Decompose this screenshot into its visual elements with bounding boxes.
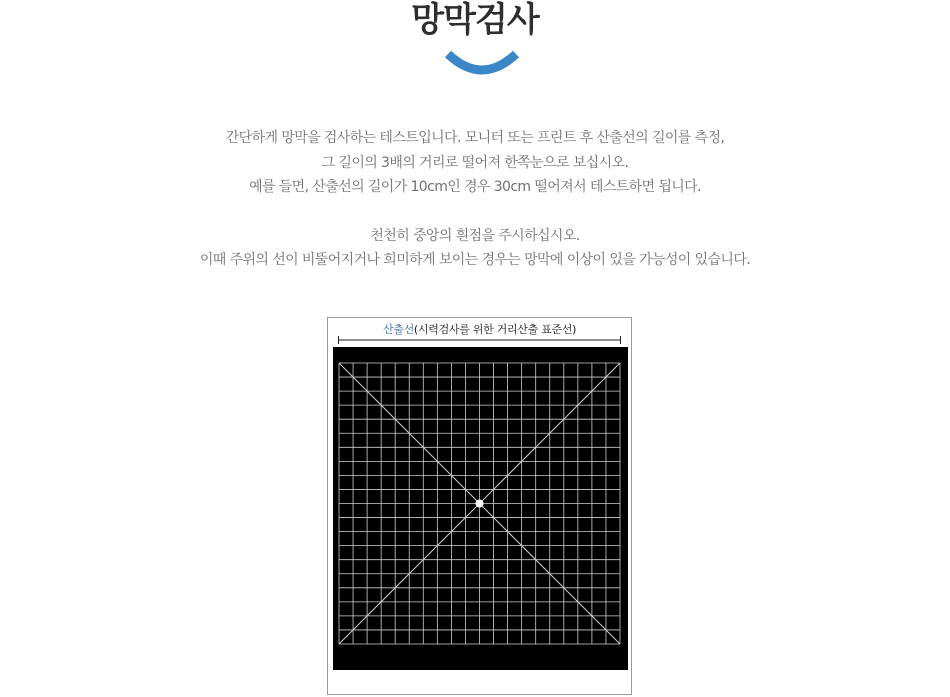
measure-line-description: (시력검사를 위한 거리산출 표준선) (413, 323, 577, 336)
measure-line-label: 산출선 (382, 323, 414, 336)
description-line: 그 길이의 3배의 거리로 떨어져 한쪽눈으로 보십시오. (321, 154, 629, 171)
amsler-grid-frame (327, 317, 632, 695)
description-line: 예를 들면, 산출선의 길이가 10cm인 경우 30cm 떨어져서 테스트하면 됩니다. (249, 179, 701, 195)
measure-line-caption (328, 323, 631, 337)
instruction-line: 이때 주위의 선이 비뚤어지거나 희미하게 보이는 경우는 망막에 이상이 있을 가능성이 있습니다. (199, 252, 751, 268)
page-title: 망막검사 (411, 0, 539, 40)
measure-line-ruler (338, 336, 621, 344)
smile-accent-icon (444, 48, 520, 78)
amsler-grid (333, 347, 628, 670)
amsler-grid-canvas (333, 347, 628, 670)
description-block (0, 126, 950, 273)
instruction-line: 천천히 중앙의 흰점을 주시하십시오. (370, 227, 580, 244)
center-fixation-dot (476, 500, 484, 508)
description-line: 간단하게 망막을 검사하는 테스트입니다. 모니터 또는 프린트 후 산출선의 길이를 측정, (225, 130, 725, 146)
